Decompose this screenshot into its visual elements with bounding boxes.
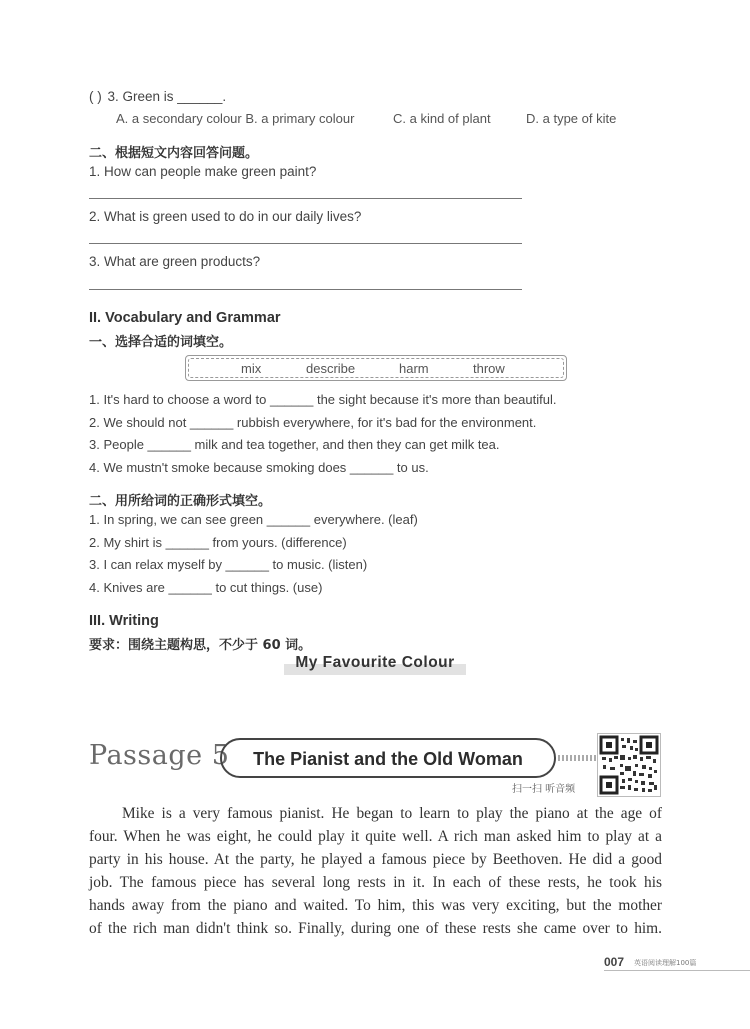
vocab-item-3: 3. People ______ milk and tea together, and then they can get milk tea. bbox=[89, 437, 500, 452]
passage-label: Passage 5 bbox=[89, 740, 230, 771]
decorative-dots bbox=[558, 755, 596, 761]
answer-bracket: ( ) bbox=[89, 89, 102, 104]
passage-line: job. The famous piece has several long rests in it. In each of these rests, he took his bbox=[89, 874, 662, 891]
reading-question-2: 2. What is green used to do in our daily lives? bbox=[89, 209, 362, 224]
form-item-3: 3. I can relax myself by ______ to music. (listen) bbox=[89, 557, 368, 572]
passage-line: hands away from the piano and waited. To him, this was very exciting, but the mother bbox=[89, 897, 662, 914]
reading-heading: 二、根据短文内容回答问题。 bbox=[89, 146, 259, 161]
mc-question bbox=[89, 89, 226, 104]
form-item-1: 1. In spring, we can see green ______ everywhere. (leaf) bbox=[89, 512, 418, 527]
answer-line-1[interactable] bbox=[89, 198, 522, 199]
vocab-part1-heading: 一、选择合适的词填空。 bbox=[89, 335, 233, 350]
passage-title: The Pianist and the Old Woman bbox=[253, 749, 523, 769]
qr-code-icon[interactable] bbox=[597, 733, 661, 797]
word-bank bbox=[185, 355, 567, 381]
form-item-2: 2. My shirt is ______ from yours. (difference) bbox=[89, 535, 347, 550]
footer-divider bbox=[604, 970, 750, 971]
passage-body bbox=[89, 802, 662, 940]
word-bank-item: mix bbox=[241, 361, 262, 376]
mc-option-c: C. a kind of plant bbox=[393, 111, 491, 126]
vocab-section-title: II. Vocabulary and Grammar bbox=[89, 310, 281, 326]
passage-line: party in his house. At the party, he played a famous piece by Beethoven. He did a good bbox=[89, 851, 662, 868]
passage-line: of the rich man didn't think so. Finally, during one of these rests she came over to him. bbox=[89, 920, 662, 937]
passage-line: Mike is a very famous pianist. He began to learn to play the piano at the age of bbox=[122, 805, 662, 822]
mc-question-text: 3. Green is ______. bbox=[107, 89, 227, 104]
page-number: 007 bbox=[604, 955, 625, 969]
vocab-item-4: 4. We mustn't smoke because smoking does ______ to us. bbox=[89, 460, 429, 475]
vocab-item-1: 1. It's hard to choose a word to ______ the sight because it's more than beautiful. bbox=[89, 392, 557, 407]
mc-option-ab: A. a secondary colour B. a primary colour bbox=[116, 111, 355, 126]
scan-audio-label: 扫一扫 听音频 bbox=[512, 784, 576, 795]
mc-option-d: D. a type of kite bbox=[526, 111, 617, 126]
reading-question-3: 3. What are green products? bbox=[89, 254, 261, 269]
word-bank-item: harm bbox=[399, 361, 429, 376]
writing-requirement: 要求：围绕主题构思，不少于 60 词。 bbox=[89, 638, 312, 653]
vocab-item-2: 2. We should not ______ rubbish everywhere, for it's bad for the environment. bbox=[89, 415, 537, 430]
word-bank-item: describe bbox=[306, 361, 356, 376]
writing-topic-text: My Favourite Colour bbox=[295, 654, 455, 671]
footer-book-title: 英语阅读理解100篇 bbox=[634, 959, 697, 967]
word-bank-item: throw bbox=[473, 361, 505, 376]
answer-line-3[interactable] bbox=[89, 289, 522, 290]
passage-line: four. When he was eight, he could play it quite well. A rich man asked him to play at a bbox=[89, 828, 662, 845]
writing-topic bbox=[284, 651, 466, 677]
vocab-part2-heading: 二、用所给词的正确形式填空。 bbox=[89, 494, 272, 509]
reading-question-1: 1. How can people make green paint? bbox=[89, 164, 317, 179]
answer-line-2[interactable] bbox=[89, 243, 522, 244]
mc-options bbox=[116, 111, 636, 129]
form-item-4: 4. Knives are ______ to cut things. (use) bbox=[89, 580, 323, 595]
passage-title-box bbox=[220, 738, 556, 778]
writing-section-title: III. Writing bbox=[89, 613, 159, 629]
